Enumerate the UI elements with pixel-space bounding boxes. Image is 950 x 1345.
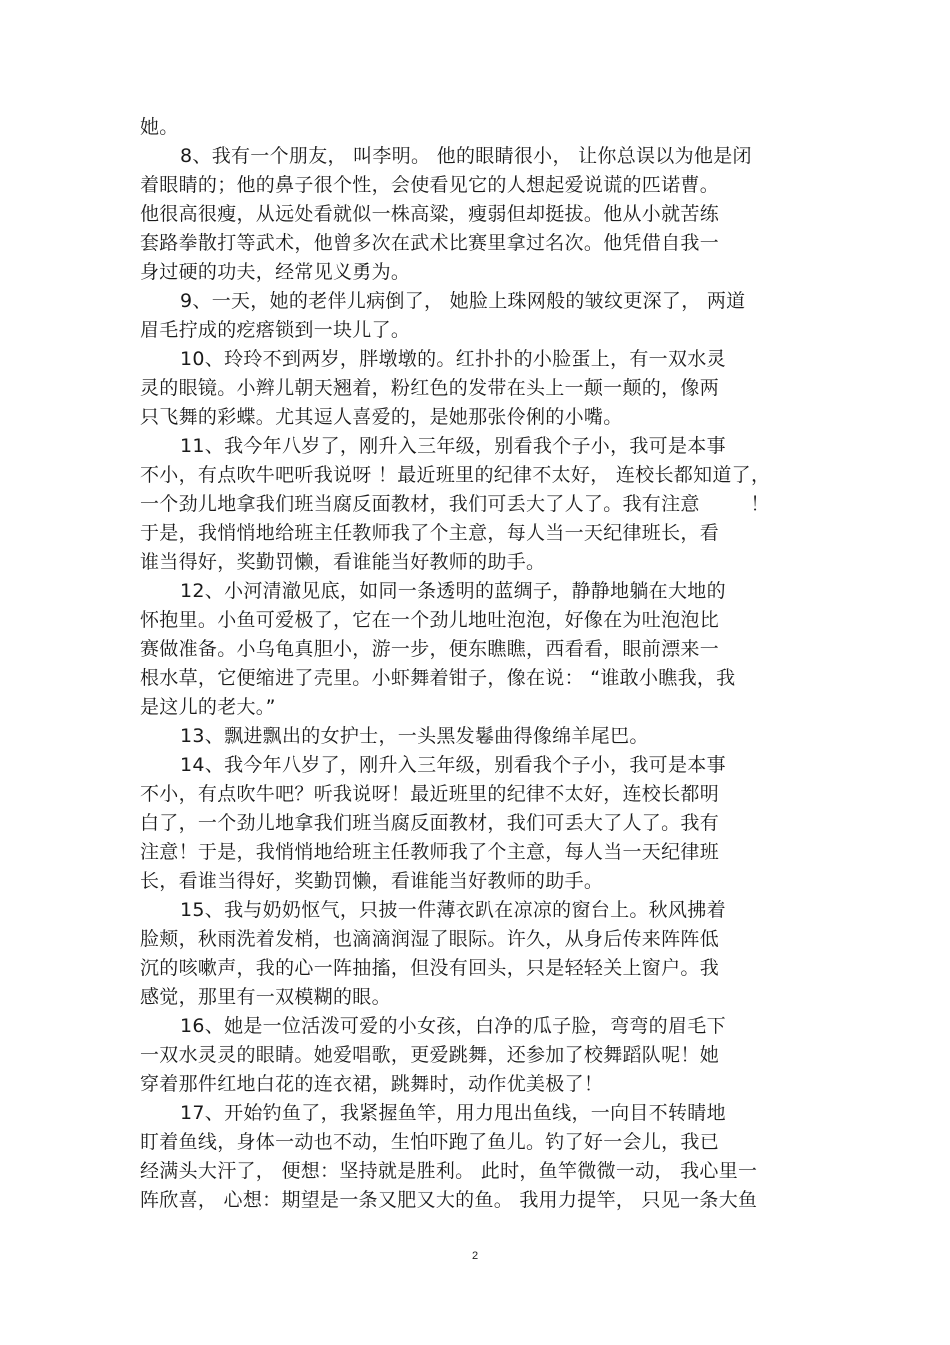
paragraph-13-start: 13、飘进飘出的女护士，一头黑发鬈曲得像绵羊尾巴。 bbox=[180, 725, 649, 747]
text-line: 一个劲儿地拿我们班当腐反面教材，我们可丢大了人了。我有注意 ！ bbox=[140, 493, 770, 515]
text-line: 穿着那件红地白花的连衣裙，跳舞时，动作优美极了！ bbox=[140, 1073, 604, 1095]
text-line: 谁当得好，奖勤罚懒，看谁能当好教师的助手。 bbox=[140, 551, 546, 573]
text-line: 阵欣喜， 心想：期望是一条又肥又大的鱼。 我用力提竿， 只见一条大鱼 bbox=[140, 1189, 758, 1211]
text-line: 是这儿的老大。” bbox=[140, 696, 276, 718]
text-line: 套路拳散打等武术，他曾多次在武术比赛里拿过名次。他凭借自我一 bbox=[140, 232, 720, 254]
text-line: 白了，一个劲儿地拿我们班当腐反面教材，我们可丢大了人了。我有 bbox=[140, 812, 720, 834]
text-line: 着眼睛的；他的鼻子很个性，会使看见它的人想起爱说谎的匹诺曹。 bbox=[140, 174, 720, 196]
text-line: 脸颊，秋雨洗着发梢，也滴滴润湿了眼际。许久，从身后传来阵阵低 bbox=[140, 928, 720, 950]
paragraph-15-start: 15、我与奶奶怄气，只披一件薄衣趴在凉凉的窗台上。秋风拂着 bbox=[180, 899, 726, 921]
paragraph-17-start: 17、开始钓鱼了，我紧握鱼竿，用力甩出鱼线，一向目不转睛地 bbox=[180, 1102, 726, 1124]
text-line: 不小，有点吹牛吧听我说呀 ！最近班里的纪律不太好， 连校长都知道了， bbox=[140, 464, 771, 486]
paragraph-8-start: 8、我有一个朋友， 叫李明。 他的眼睛很小， 让你总误以为他是闭 bbox=[180, 145, 752, 167]
paragraph-11-start: 11、我今年八岁了，刚升入三年级，别看我个子小，我可是本事 bbox=[180, 435, 726, 457]
text-line: 一双水灵灵的眼睛。她爱唱歌，更爱跳舞，还参加了校舞蹈队呢！她 bbox=[140, 1044, 720, 1066]
page-number: 2 bbox=[471, 1250, 479, 1262]
text-line: 身过硬的功夫，经常见义勇为。 bbox=[140, 261, 411, 283]
body-text bbox=[140, 113, 810, 1215]
text-line: 他很高很瘦，从远处看就似一株高粱，瘦弱但却挺拔。他从小就苦练 bbox=[140, 203, 720, 225]
paragraph-16-start: 16、她是一位活泼可爱的小女孩，白净的瓜子脸，弯弯的眉毛下 bbox=[180, 1015, 726, 1037]
text-line: 怀抱里。小鱼可爱极了，它在一个劲儿地吐泡泡，好像在为吐泡泡比 bbox=[140, 609, 720, 631]
text-line: 感觉，那里有一双模糊的眼。 bbox=[140, 986, 391, 1008]
text-line: 根水草，它便缩进了壳里。小虾舞着钳子，像在说： “谁敢小瞧我，我 bbox=[140, 667, 736, 689]
paragraph-14-start: 14、我今年八岁了，刚升入三年级，别看我个子小，我可是本事 bbox=[180, 754, 726, 776]
text-line: 不小，有点吹牛吧？听我说呀！最近班里的纪律不太好，连校长都明 bbox=[140, 783, 720, 805]
text-line: 眉毛拧成的疙瘩锁到一块儿了。 bbox=[140, 319, 411, 341]
text-line: 于是，我悄悄地给班主任教师我了个主意，每人当一天纪律班长，看 bbox=[140, 522, 720, 544]
text-line: 沉的咳嗽声，我的心一阵抽搐，但没有回头，只是轻轻关上窗户。我 bbox=[140, 957, 720, 979]
text-line: 只飞舞的彩蝶。尤其逗人喜爱的，是她那张伶俐的小嘴。 bbox=[140, 406, 623, 428]
text-line: 她。 bbox=[140, 116, 179, 138]
paragraph-9-start: 9、一天，她的老伴儿病倒了， 她脸上珠网般的皱纹更深了， 两道 bbox=[180, 290, 746, 312]
text-line: 注意！于是，我悄悄地给班主任教师我了个主意，每人当一天纪律班 bbox=[140, 841, 720, 863]
text-line: 长，看谁当得好，奖勤罚懒，看谁能当好教师的助手。 bbox=[140, 870, 604, 892]
text-line: 盯着鱼线，身体一动也不动，生怕吓跑了鱼儿。钓了好一会儿，我已 bbox=[140, 1131, 720, 1153]
text-line: 赛做准备。小乌龟真胆小，游一步，便东瞧瞧，西看看，眼前漂来一 bbox=[140, 638, 720, 660]
text-line: 经满头大汗了， 便想：坚持就是胜利。 此时，鱼竿微微一动， 我心里一 bbox=[140, 1160, 758, 1182]
paragraph-10-start: 10、玲玲不到两岁，胖墩墩的。红扑扑的小脸蛋上，有一双水灵 bbox=[180, 348, 726, 370]
paragraph-12-start: 12、小河清澈见底，如同一条透明的蓝绸子，静静地躺在大地的 bbox=[180, 580, 726, 602]
text-line: 灵的眼镜。小辫儿朝天翘着，粉红色的发带在头上一颠一颠的，像两 bbox=[140, 377, 720, 399]
